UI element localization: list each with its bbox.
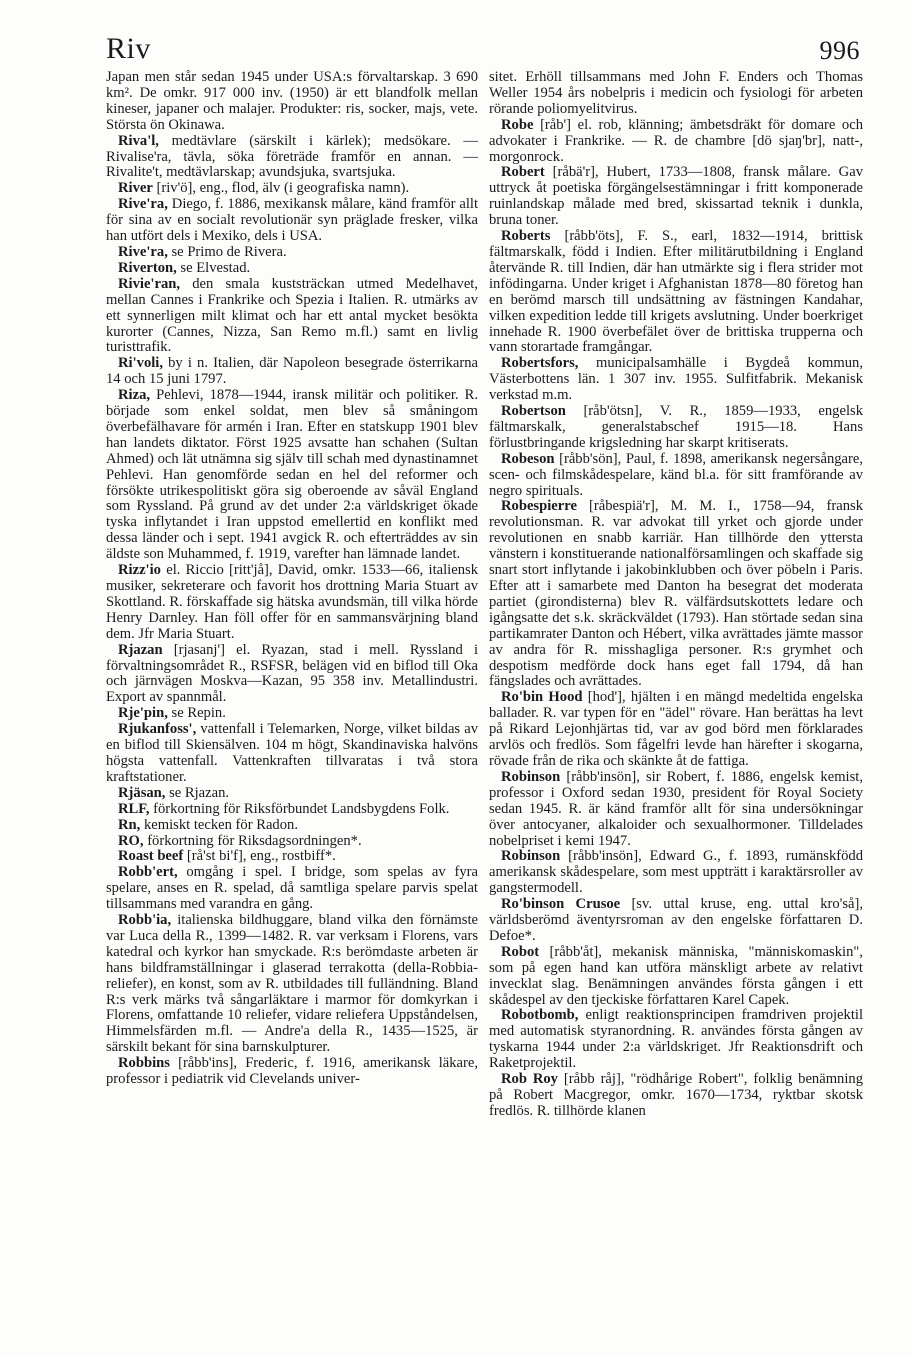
entry-headword: Rive'ra, <box>118 243 168 260</box>
dictionary-entry <box>106 818 478 834</box>
right-column <box>489 70 863 1120</box>
entry-headword: Rivie'ran, <box>118 275 181 292</box>
dictionary-entry <box>489 499 863 690</box>
entry-headword: Robinson <box>501 848 561 865</box>
entry-text: municipalsamhälle i Bygdeå kommun, Västerbottens län. 1 307 inv. 1955. Sulfitfabrik. Mekanisk verkstad m.m. <box>489 355 863 404</box>
dictionary-entry <box>106 722 478 786</box>
entry-headword: Robespierre <box>501 498 577 515</box>
entry-text: [råbb råj], "rödhårige Robert", folklig benämning på Robert Macgregor, omkr. 1670—1734, ryktbar skotsk fredlös. R. tillhörde klanen <box>489 1071 863 1119</box>
entry-headword: Robb'ert, <box>118 864 178 881</box>
entry-text: [rjasanj'] el. Ryazan, stad i mell. Ryssland i förvaltningsområdet R., RSFSR, belägen vid en biflod till Oka och järnvägen Moskva—Kazan, 95 358 inv. Metallindustri. Export av spannmål. <box>106 641 478 706</box>
dictionary-entry <box>106 865 478 913</box>
dictionary-entry <box>489 452 863 500</box>
entry-headword: Riverton, <box>118 259 177 276</box>
entry-headword: RLF, <box>118 800 150 817</box>
dictionary-entry <box>106 706 478 722</box>
dictionary-entry <box>106 802 478 818</box>
entry-headword: Rizz'io <box>118 562 161 579</box>
entry-text: [råbb'insön], sir Robert, f. 1886, engelsk kemist, professor i Oxford sedan 1930, president för Royal Society sedan 1945. R. är känd framför allt för sina undersökningar över antocyaner, alkaloider och sexualhormoner. Tilldelades nobelpriset i kemi 1947. <box>489 768 863 849</box>
entry-text: enligt reaktionsprincipen framdriven projektil med automatisk styranordning. R. användes första gången av tyskarna 1944 under 2:a världskriget. Jfr Reaktionsdrift och Raketprojektil. <box>489 1007 863 1072</box>
dictionary-entry <box>106 70 478 134</box>
entry-text: sitet. Erhöll tillsammans med John F. Enders och Thomas Weller 1954 års nobelpris i medicin och fysiologi för arbeten rörande poliomyelitvirus. <box>489 69 863 117</box>
dictionary-entry <box>489 118 863 166</box>
entry-text: medtävlare (särskilt i kärlek); medsökare. — Rivalise'ra, tävla, söka företräde framför en annan. — Rivalite't, medtävlarskap; avundsjuka, svartsjuka. <box>106 132 478 181</box>
dictionary-entry <box>106 277 478 357</box>
entry-text: [råbb'åt], mekanisk människa, "människomaskin", som på egen hand kan utföra mänskligt arbete av relativt invecklat slag. Benämningen användes första gången i ett skådespel av den tjeckiske författaren Karel Capek. <box>489 943 863 1008</box>
entry-headword: Rn, <box>118 816 141 833</box>
entry-text: se Rjazan. <box>165 784 230 801</box>
entry-text: förkortning för Riksdagsordningen*. <box>143 832 362 849</box>
entry-headword: Rjukanfoss', <box>118 721 197 738</box>
dictionary-entry <box>489 849 863 897</box>
entry-headword: Robot <box>501 943 540 960</box>
entry-headword: Robert <box>501 164 545 181</box>
running-head-word: Riv <box>106 32 151 65</box>
entry-text: [råb'ötsn], V. R., 1859—1933, engelsk fältmarskalk, generalstabschef 1915—18. Hans förlustbringande krigsledning har skarpt kritiserats. <box>489 403 863 451</box>
entry-text: [rå'st bi'f], eng., rostbiff*. <box>183 848 336 865</box>
dictionary-entry <box>489 165 863 229</box>
entry-text: Pehlevi, 1878—1944, iransk militär och politiker. R. började som enkel soldat, men blev så småningom överbefälhavare för armén i Iran. Efter en statskupp 1901 blev han landets diktator. Först 1925 avsatte han schahen (Sultan Ahmed) och lät utnämna sig själv till schah med dynastinamnet Pehlevi. Han genomförde sedan en hel del reformer och försökte utrikespolitiskt göra sig oberoende av såväl England som Ryssland. På grund av det under 2:a världskriget ökade tyska inflytandet i Iran uppstod emellertid en konflikt med dessa länder och i sept. 1941 avgick R. och efterträddes av sin äldste son Muhammed, f. 1919, varefter han lämnade landet. <box>106 387 478 563</box>
entry-text: [riv'ö], eng., flod, älv (i geografiska namn). <box>152 180 410 197</box>
entry-text: [råbespiä'r], M. M. I., 1758—94, fransk revolutionsman. R. var advokat till yrket och gjorde under revolutionen en snabb karriär. Han tillhörde den yttersta vänstern i konstituerande nationalförsamlingen och skaffade sig snart stort inflytande i jakobinklubben och över pöbeln i Paris. Efter att i samarbete med Danton ha besegrat det moderata partiet (girondisterna) blev R. välfärdsutskottets ledare och igångsatte det s.k. skräckväldet (1793). Han störtade sedan sina partikamrater Danton och Hébert, vilka avrättades jämte massor av andra för R. misshagliga personer. R:s grymhet och despotism medförde dock hans eget fall 1794, då han fängslades och avrättades. <box>489 498 863 690</box>
dictionary-entry <box>106 643 478 707</box>
dictionary-entry <box>489 690 863 770</box>
entry-text: [råbb'öts], F. S., earl, 1832—1914, brittisk fältmarskalk, född i Indien. Efter militärutbildning i England återvände R. till Indien, där han utmärkte sig i flera strider mot infödingarna. Under kriget i Afghanistan 1878—80 företog han en berömd marsch till undsättning av fästningen Kandahar, vilken expedition ledde till krigets avslutning. Under boerkriget innehade R. 1900 överbefälet över de brittiska trupperna och vann storartade framgångar. <box>489 228 863 356</box>
dictionary-entry <box>489 1072 863 1120</box>
dictionary-entry <box>489 404 863 452</box>
entry-text: den smala kuststräckan utmed Medelhavet, mellan Cannes i Frankrike och Spezia i Italien. R. utmärks av ett synnerligen milt klimat och har ett antal mycket besökta kurorter (Cannes, Nizza, San Remo m.fl.) samt en livlig turisttrafik. <box>106 275 478 356</box>
left-column <box>106 70 478 1088</box>
dictionary-entry <box>489 897 863 945</box>
entry-text: se Elvestad. <box>176 259 251 276</box>
dictionary-entry <box>489 70 863 118</box>
dictionary-entry <box>106 134 478 182</box>
entry-headword: Rjazan <box>118 641 163 658</box>
dictionary-entry <box>106 181 478 197</box>
entry-text: by i n. Italien, där Napoleon besegrade österrikarna 14 och 15 juni 1797. <box>106 355 478 388</box>
entry-headword: Ri'voli, <box>118 355 163 372</box>
entry-text: förkortning för Riksförbundet Landsbygdens Folk. <box>149 800 450 817</box>
page-number: 996 <box>819 36 860 65</box>
entry-headword: Roast beef <box>118 848 184 865</box>
entry-headword: Rive'ra, <box>118 196 168 213</box>
entry-headword: Ro'binson Crusoe <box>501 896 621 913</box>
dictionary-entry <box>489 945 863 1009</box>
entry-headword: RO, <box>118 832 144 849</box>
entry-headword: Rje'pin, <box>118 705 168 722</box>
dictionary-entry <box>489 770 863 850</box>
entry-headword: Robotbomb, <box>501 1007 579 1024</box>
entry-headword: River <box>118 180 153 197</box>
dictionary-entry <box>489 1008 863 1072</box>
entry-text: Diego, f. 1886, mexikansk målare, känd framför allt för sina av en socialt revolutionär syn präglade fresker, vilka han utfört dels i Mexiko, dels i USA. <box>106 196 478 245</box>
entry-headword: Robb'ia, <box>118 912 172 929</box>
entry-text: el. Riccio [ritt'jå], David, omkr. 1533—66, italiensk musiker, sekreterare och favorit hos drottning Maria Stuart av Skottland. R. förskaffade sig hätska avundsmän, till vilka hörde Henry Darnley. Han föll offer för en sammansvärjning bland dem. Jfr Maria Stuart. <box>106 562 478 642</box>
dictionary-entry <box>106 786 478 802</box>
dictionary-entry <box>489 229 863 356</box>
entry-headword: Robinson <box>501 768 561 785</box>
entry-text: kemiskt tecken för Radon. <box>140 816 298 833</box>
dictionary-entry <box>106 834 478 850</box>
entry-text: Japan men står sedan 1945 under USA:s förvaltarskap. 3 690 km². De omkr. 917 000 inv. (1950) är ett blandfolk mellan kineser, japaner och malajer. Produkter: ris, socker, majs, vete. Största ön Okinawa. <box>106 69 478 133</box>
entry-headword: Rob Roy <box>501 1071 558 1088</box>
entry-headword: Ro'bin Hood <box>501 689 583 706</box>
entry-text: [sv. uttal kruse, eng. uttal kro'så], världsberömd äventyrsroman av den engelske författaren D. Defoe*. <box>489 896 864 944</box>
dictionary-entry <box>106 849 478 865</box>
entry-text: vattenfall i Telemarken, Norge, vilket bildas av en biflod till Skiensälven. 104 m högt, Skandinaviska halvöns högsta vattenfall. Vattenkraften tillvaratas i två stora kraftstationer. <box>106 721 478 785</box>
entry-headword: Roberts <box>501 228 551 245</box>
entry-text: italienska bildhuggare, bland vilka den förnämste var Luca della R., 1399—1482. R. var verksam i Florens, vars katedral och kyrkor han smyckade. R:s berömdaste arbeten är hans bildframställningar i glaserad terrakotta (della-Robbia-reliefer), en konst, som av R. utbildades till fulländning. Bland R:s verk märks två sångarläktare i marmor för domkyrkan i Florens, omfattande 10 reliefer, vidare reliefera Uppståndelsen, Himmelsfärden m.fl. — Andre'a della R., 1435—1525, är särskilt bekant för sina barnskulpturer. <box>106 912 478 1056</box>
entry-text: [råbb'insön], Edward G., f. 1893, rumänskfödd amerikansk skådespelare, som mest uppträtt i karaktärsroller av gangstermodell. <box>489 848 863 897</box>
entry-headword: Robbins <box>118 1055 170 1072</box>
dictionary-entry <box>106 563 478 643</box>
entry-headword: Rjäsan, <box>118 784 166 801</box>
entry-headword: Robertson <box>501 403 566 420</box>
entry-text: [råbb'ins], Frederic, f. 1916, amerikansk läkare, professor i pediatrik vid Clevelands univer- <box>106 1055 478 1088</box>
entry-text: se Primo de Rivera. <box>167 243 287 260</box>
entry-text: omgång i spel. I bridge, som spelas av fyra spelare, anses en R. spelad, då samtliga spelare parvis spelat tillsammans med varandra en gång. <box>106 864 478 913</box>
entry-text: [råbb'sön], Paul, f. 1898, amerikansk negersångare, scen- och filmskådespelare, känd bl.a. för sitt framförande av negro spirituals. <box>489 450 863 499</box>
entry-text: se Repin. <box>167 705 226 722</box>
entry-headword: Riva'l, <box>118 132 159 149</box>
entry-headword: Robeson <box>501 450 555 467</box>
dictionary-entry <box>106 356 478 388</box>
entry-text: [hod'], hjälten i en mängd medeltida engelska ballader. R. var typen för en "ädel" rövare. Han berättas ha levt på Rikard Lejonhjärtas tid, var av god börd men förklarades arvlös och fredlös. Som fågelfri levde han härefter i skogarna, rövade från de rika och skänkte åt de fattiga. <box>489 689 863 769</box>
dictionary-entry <box>106 913 478 1056</box>
dictionary-entry <box>106 1056 478 1088</box>
entry-text: [råbä'r], Hubert, 1733—1808, fransk målare. Gav uttryck åt poetiska förgängelsestämningar i fritt komponerade ruinlandskap målade med bred, skissartad teknik i dunkla, bruna toner. <box>489 164 863 229</box>
entry-text: [råb'] el. rob, klänning; ämbetsdräkt för domare och advokater i Frankrike. — R. de chambre [dö sjaŋ'br], natt-, morgonrock. <box>489 116 863 165</box>
entry-headword: Robertsfors, <box>501 355 579 372</box>
dictionary-entry <box>489 356 863 404</box>
dictionary-entry <box>106 245 478 261</box>
entry-headword: Riza, <box>118 387 151 404</box>
dictionary-entry <box>106 197 478 245</box>
dictionary-entry <box>106 388 478 563</box>
dictionary-entry <box>106 261 478 277</box>
entry-headword: Robe <box>501 116 534 133</box>
